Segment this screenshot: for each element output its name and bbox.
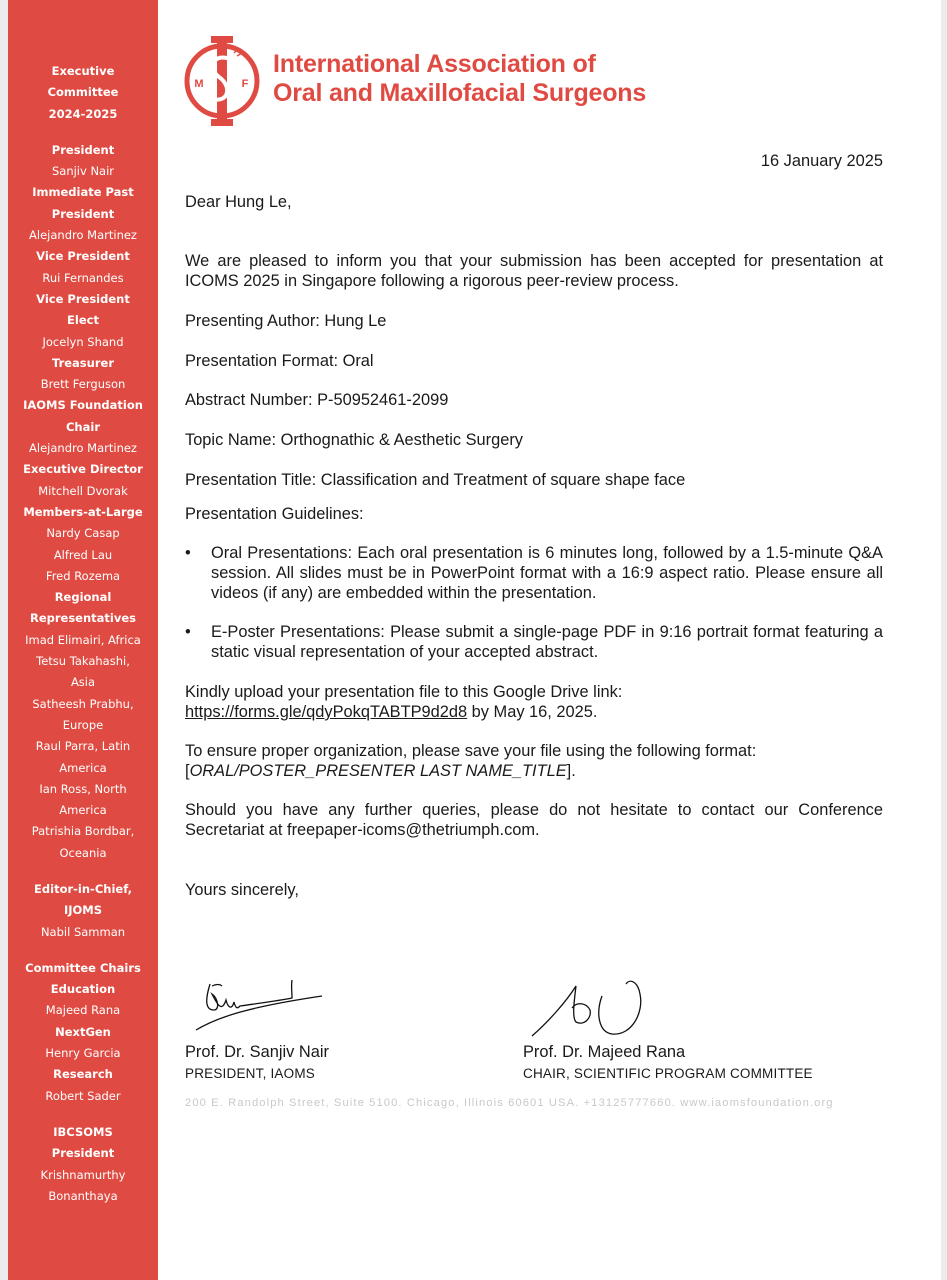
committee-role-heading: Immediate Past bbox=[32, 185, 134, 200]
committee-member-name: Krishnamurthy bbox=[40, 1167, 126, 1182]
committee-role-heading: President bbox=[51, 206, 115, 221]
intro-paragraph: We are pleased to inform you that your submission has been accepted for presentation at ICOMS 2025 in Singapore following a rigorous peer-review process. bbox=[185, 252, 883, 290]
committee-role-heading: Executive bbox=[51, 64, 115, 78]
committee-member-name: Patrishia Bordbar, bbox=[31, 824, 135, 839]
committee-member-name: Alfred Lau bbox=[53, 547, 113, 562]
committee-member-name: America bbox=[59, 803, 107, 818]
org-name-line-2: Oral and Maxillofacial Surgeons bbox=[273, 79, 647, 107]
committee-member-name: America bbox=[59, 760, 107, 775]
logo-letter-f: F bbox=[241, 78, 249, 90]
committee-member-name: Robert Sader bbox=[45, 1088, 121, 1103]
org-name-line-1: International Association of bbox=[273, 50, 596, 78]
committee-role-heading: Regional bbox=[54, 590, 112, 605]
footer-address: 200 E. Randolph Street, Suite 5100. Chicago, Illinois 60601 USA. +13125777660. www.iaomsfoundation.org bbox=[185, 1097, 834, 1109]
file-format-line: To ensure proper organization, please save your file using the following format: bbox=[185, 742, 757, 760]
committee-role-heading: President bbox=[51, 142, 115, 157]
upload-line: Kindly upload your presentation file to this Google Drive link: bbox=[185, 683, 623, 701]
upload-deadline: by May 16, 2025. bbox=[467, 703, 598, 721]
guidelines-heading: Presentation Guidelines: bbox=[185, 505, 364, 523]
committee-role-heading: IBCSOMS bbox=[53, 1124, 113, 1139]
sidebar-spacer bbox=[8, 943, 158, 958]
committee-member-name: Ian Ross, North bbox=[39, 781, 127, 796]
committee-member-name: Mitchell Dvorak bbox=[38, 483, 128, 498]
committee-role-heading: Vice President bbox=[36, 249, 130, 264]
salutation: Dear Hung Le, bbox=[185, 193, 292, 211]
committee-role-heading: Treasurer bbox=[52, 355, 114, 370]
committee-member-name: Fred Rozema bbox=[45, 568, 121, 583]
signatory-left-title: PRESIDENT, IAOMS bbox=[185, 1066, 315, 1081]
sidebar-spacer bbox=[8, 864, 158, 879]
committee-role-heading: Research bbox=[53, 1067, 113, 1082]
committee-role-heading: President bbox=[51, 1146, 115, 1161]
bullet-dot: • bbox=[185, 544, 191, 562]
committee-role-heading: Representatives bbox=[29, 611, 137, 626]
committee-member-name: Jocelyn Shand bbox=[42, 334, 124, 349]
committee-member-name: Nabil Samman bbox=[40, 924, 126, 939]
committee-role-heading: Committee bbox=[47, 85, 119, 100]
upload-paragraph bbox=[185, 682, 883, 722]
committee-member-name: Asia bbox=[70, 675, 96, 690]
presenting-author: Presenting Author: Hung Le bbox=[185, 312, 387, 330]
committee-member-name: Brett Ferguson bbox=[40, 377, 126, 392]
format-bracket-close: ]. bbox=[566, 762, 576, 780]
committee-role-heading: Elect bbox=[67, 313, 99, 328]
committee-role-heading: Education bbox=[50, 982, 116, 997]
committee-role-heading: Executive Director bbox=[23, 462, 143, 477]
committee-member-name: Alejandro Martinez bbox=[29, 228, 137, 243]
signatory-right-name: Prof. Dr. Majeed Rana bbox=[523, 1043, 686, 1061]
committee-role-heading: Vice President bbox=[36, 291, 130, 306]
committee-member-name: Alejandro Martinez bbox=[29, 441, 137, 456]
iaoms-logo-icon bbox=[182, 33, 262, 128]
committee-role-heading: Committee Chairs bbox=[25, 960, 141, 975]
committee-role-heading: IJOMS bbox=[63, 903, 103, 918]
letter-date: 16 January 2025 bbox=[760, 152, 883, 170]
committee-role-heading: NextGen bbox=[55, 1024, 111, 1039]
committee-member-name: Bonanthaya bbox=[48, 1188, 118, 1203]
guideline-oral bbox=[185, 543, 883, 603]
presentation-title: Presentation Title: Classification and Treatment of square shape face bbox=[185, 471, 686, 489]
guideline-oral-text: Oral Presentations: Each oral presentation is 6 minutes long, followed by a 1.5-minute Q&A session. All slides must be in PowerPoint format with a 16:9 aspect ratio. Please ensure all videos (if any) are embedded within the presentation. bbox=[211, 544, 883, 602]
committee-role-heading: Members-at-Large bbox=[23, 504, 143, 519]
upload-link[interactable]: https://forms.gle/qdyPokqTABTP9d2d8 bbox=[185, 703, 468, 721]
guideline-eposter bbox=[185, 622, 883, 662]
committee-member-name: Henry Garcia bbox=[45, 1046, 121, 1061]
bullet-dot: • bbox=[185, 623, 191, 641]
committee-sidebar bbox=[8, 0, 158, 1280]
closing: Yours sincerely, bbox=[185, 881, 299, 899]
file-format-paragraph bbox=[185, 741, 883, 781]
committee-member-name: Nardy Casap bbox=[46, 526, 120, 541]
presentation-format: Presentation Format: Oral bbox=[185, 352, 374, 370]
committee-member-name: Europe bbox=[62, 717, 104, 732]
signature-nair-image bbox=[188, 972, 328, 1042]
committee-member-name: Sanjiv Nair bbox=[51, 164, 115, 179]
signature-rana-image bbox=[528, 972, 658, 1044]
committee-member-name: Imad Elimairi, Africa bbox=[25, 632, 141, 647]
abstract-number: Abstract Number: P-50952461-2099 bbox=[185, 391, 449, 409]
queries-paragraph: Should you have any further queries, please do not hesitate to contact our Conference Secretariat at freepaper-icoms@thetriumph.com. bbox=[185, 801, 883, 839]
committee-member-name: Oceania bbox=[59, 845, 107, 860]
committee-role-heading: 2024-2025 bbox=[48, 106, 118, 121]
committee-list bbox=[8, 61, 158, 1207]
topic-name: Topic Name: Orthognathic & Aesthetic Surgery bbox=[185, 431, 523, 449]
file-format-example: ORAL/POSTER_PRESENTER LAST NAME_TITLE bbox=[189, 762, 567, 780]
committee-member-name: Satheesh Prabhu, bbox=[32, 696, 134, 711]
signatory-right-title: CHAIR, SCIENTIFIC PROGRAM COMMITTEE bbox=[523, 1066, 813, 1081]
sidebar-spacer bbox=[8, 1107, 158, 1122]
committee-member-name: Majeed Rana bbox=[45, 1003, 121, 1018]
format-bracket-open: [ bbox=[185, 762, 190, 780]
committee-role-heading: Editor-in-Chief, bbox=[34, 881, 132, 896]
signatory-left-name: Prof. Dr. Sanjiv Nair bbox=[185, 1043, 329, 1061]
logo-letter-m: M bbox=[194, 78, 204, 90]
committee-member-name: Rui Fernandes bbox=[42, 270, 124, 285]
guideline-eposter-text: E-Poster Presentations: Please submit a single-page PDF in 9:16 portrait format featuring a static visual representation of your accepted abstract. bbox=[211, 623, 883, 661]
organization-name bbox=[273, 50, 646, 108]
sidebar-spacer bbox=[8, 125, 158, 140]
committee-member-name: Tetsu Takahashi, bbox=[36, 654, 130, 669]
committee-role-heading: IAOMS Foundation bbox=[23, 398, 143, 413]
committee-role-heading: Chair bbox=[65, 419, 100, 434]
committee-member-name: Raul Parra, Latin bbox=[35, 739, 131, 754]
